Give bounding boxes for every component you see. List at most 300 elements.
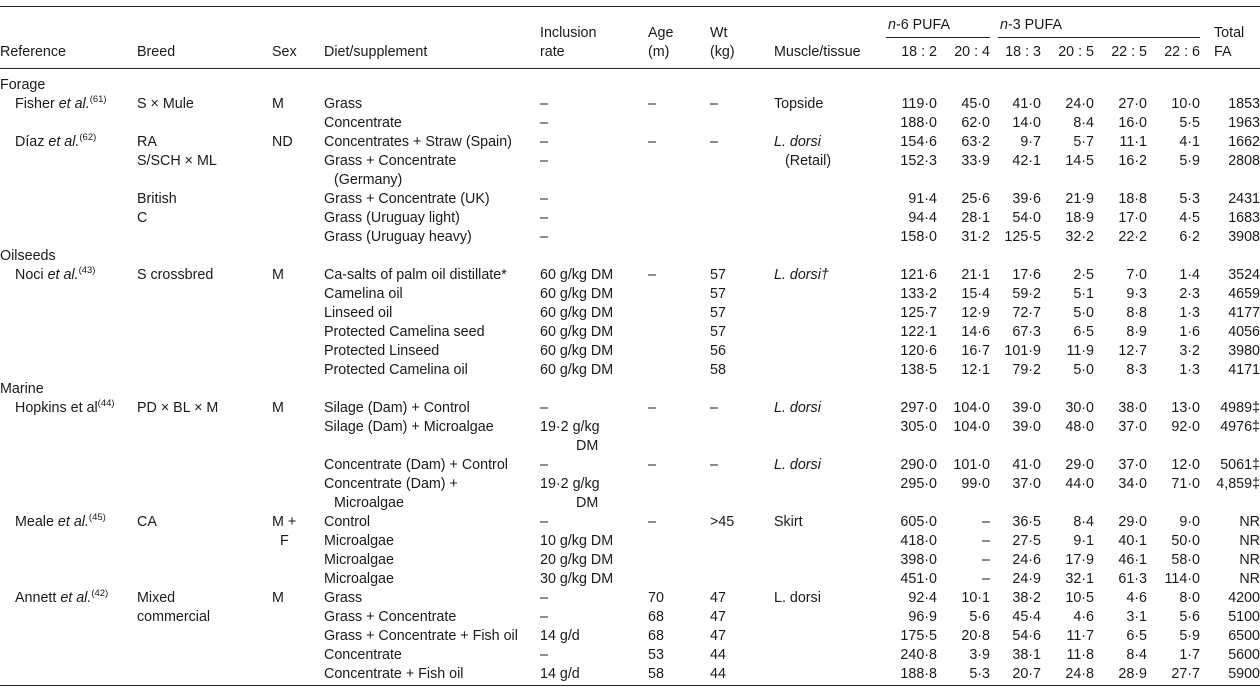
age-cell: – [648,457,656,473]
weight-cell: 57 [710,286,726,302]
val-total-fa: 5061‡ [1220,457,1260,473]
header-total-1: Total [1214,25,1245,41]
weight-cell: 44 [710,647,726,663]
breed-cell: S crossbred [137,267,214,283]
val-18-2: 119·0 [901,96,937,112]
val-22-6: 1·6 [1179,324,1200,340]
val-total-fa: 2808 [1228,153,1260,169]
val-18-3: 24·6 [1012,552,1041,568]
val-18-3: 41·0 [1012,457,1041,473]
val-22-5: 37·0 [1118,457,1147,473]
val-total-fa: 3908 [1228,229,1260,245]
inclusion-cell: – [540,457,548,473]
header-breed: Breed [137,44,176,60]
breed-cell: commercial [137,609,211,625]
weight-cell: 57 [710,324,726,340]
val-total-fa: 1683 [1228,210,1260,226]
val-total-fa: 4177 [1228,305,1260,321]
val-22-6: 50·0 [1171,533,1200,549]
diet-cell: Camelina oil [324,286,403,302]
inclusion-cell: 19·2 g/kg [540,419,600,435]
age-cell: 68 [648,609,664,625]
header-inclusion-2: rate [540,44,565,60]
diet-cell: Microalgae [334,495,404,511]
val-total-fa: 5900 [1228,666,1260,682]
breed-cell: British [137,191,177,207]
val-20-5: 11·9 [1066,343,1094,359]
val-20-5: 5·7 [1073,134,1094,150]
val-20-4: 104·0 [953,419,990,435]
age-cell: – [648,134,656,150]
val-22-5: 12·7 [1118,343,1147,359]
val-18-2: 121·6 [900,267,937,283]
val-18-2: 295·0 [900,476,937,492]
val-22-5: 7·0 [1126,267,1147,283]
val-20-5: 17·9 [1065,552,1094,568]
val-20-5: 6·5 [1073,324,1094,340]
val-22-6: 58·0 [1171,552,1200,568]
val-22-6: 6·2 [1179,229,1200,245]
val-22-5: 6·5 [1126,628,1147,644]
val-18-2: 94·4 [908,210,937,226]
weight-cell: 57 [710,305,726,321]
val-22-5: 38·0 [1118,400,1147,416]
val-18-3: 39·6 [1012,191,1041,207]
diet-cell: Concentrate (Dam) + [324,476,458,492]
weight-cell: – [710,134,718,150]
val-20-4: 14·6 [961,324,990,340]
inclusion-cell: 10 g/kg DM [540,533,614,549]
val-20-4: 25·6 [961,191,990,207]
val-20-4: – [982,533,990,549]
val-total-fa: 1662 [1228,134,1260,150]
val-18-3: 101·9 [1004,343,1041,359]
val-22-5: 40·1 [1118,533,1147,549]
diet-cell: Grass [324,96,363,112]
val-18-3: 59·2 [1012,286,1041,302]
val-22-5: 8·9 [1126,324,1147,340]
val-total-fa: 1853 [1228,96,1260,112]
val-total-fa: 4200 [1228,590,1260,606]
val-22-6: 92·0 [1171,419,1200,435]
val-total-fa: NR [1239,533,1260,549]
top-rule [0,6,1260,7]
diet-cell: Concentrate [324,115,402,131]
muscle-cell: Skirt [774,514,803,530]
inclusion-cell: 60 g/kg DM [540,267,614,283]
val-total-fa: 4171 [1228,362,1260,378]
val-20-5: 30·0 [1065,400,1094,416]
sex-cell: F [280,533,289,549]
val-18-3: 38·1 [1012,647,1041,663]
sex-cell: M [272,267,284,283]
muscle-cell: L. dorsi [774,590,821,606]
section-heading: Oilseeds [0,248,56,264]
header-fa-18-3: 18 : 3 [1005,44,1041,60]
val-22-5: 11·1 [1119,134,1147,150]
reference-cell: Díaz et al.$^{(62)}$ [15,132,97,150]
val-total-fa: 4976‡ [1220,419,1260,435]
val-18-3: 37·0 [1012,476,1041,492]
header-diet: Diet/supplement [324,44,428,60]
reference-cell: Hopkins et $al^{(44)}$ [15,398,115,416]
weight-cell: 44 [710,666,726,682]
val-22-6: 8·0 [1179,590,1200,606]
muscle-cell: L. dorsi [774,134,821,150]
val-18-2: 158·0 [900,229,937,245]
weight-cell: 47 [710,628,726,644]
val-18-2: 175·5 [900,628,937,644]
val-18-3: 39·0 [1012,400,1041,416]
val-22-5: 29·0 [1118,514,1147,530]
val-total-fa: NR [1239,552,1260,568]
val-18-3: 125·5 [1004,229,1041,245]
header-sex: Sex [272,44,297,60]
diet-cell: Microalgae [324,571,394,587]
inclusion-cell: 30 g/kg DM [540,571,614,587]
val-18-3: 27·5 [1012,533,1041,549]
header-fa-22-6: 22 : 6 [1164,44,1200,60]
header-age-1: Age [648,25,674,41]
val-total-fa: 4659 [1228,286,1260,302]
inclusion-cell: – [540,210,548,226]
val-22-5: 8·3 [1126,362,1147,378]
n6-group-rule [886,37,990,38]
muscle-cell: L. dorsi [774,457,821,473]
val-total-fa: 5100 [1228,609,1260,625]
val-22-5: 34·0 [1118,476,1147,492]
inclusion-cell: – [540,191,548,207]
diet-cell: Microalgae [324,552,394,568]
val-22-5: 16·2 [1118,153,1147,169]
val-22-6: 10·0 [1171,96,1200,112]
sex-cell: ND [272,134,293,150]
val-20-4: 99·0 [961,476,990,492]
val-20-5: 11·7 [1066,628,1094,644]
section-heading: Marine [0,381,44,397]
inclusion-cell: – [540,514,548,530]
breed-cell: Mixed [137,590,176,606]
val-22-5: 61·3 [1118,571,1147,587]
val-18-2: 152·3 [900,153,937,169]
weight-cell: 47 [710,609,726,625]
weight-cell: >45 [710,514,735,530]
val-18-3: 20·7 [1012,666,1041,682]
age-cell: 53 [648,647,664,663]
val-18-2: 122·1 [900,324,937,340]
val-18-2: 398·0 [900,552,937,568]
val-20-5: 44·0 [1065,476,1094,492]
val-22-5: 46·1 [1118,552,1147,568]
val-22-6: 1·4 [1179,267,1200,283]
diet-cell: Concentrates + Straw (Spain) [324,134,512,150]
val-22-5: 37·0 [1118,419,1147,435]
val-18-2: 240·8 [900,647,937,663]
diet-cell: Grass (Uruguay heavy) [324,229,472,245]
inclusion-cell: – [540,647,548,663]
header-fa-20-4: 20 : 4 [954,44,990,60]
weight-cell: 58 [710,362,726,378]
val-22-5: 3·1 [1126,609,1147,625]
muscle-cell: Topside [774,96,824,112]
sex-cell: M [272,400,284,416]
val-22-6: 4·5 [1179,210,1200,226]
val-22-6: 5·9 [1179,153,1200,169]
val-22-5: 9·3 [1126,286,1147,302]
diet-cell: Silage (Dam) + Microalgae [324,419,494,435]
n3-group-rule [998,37,1200,38]
val-18-2: 96·9 [908,609,937,625]
val-20-5: 5·0 [1073,305,1094,321]
diet-cell: Grass + Concentrate [324,153,457,169]
inclusion-cell: – [540,153,548,169]
inclusion-cell: 60 g/kg DM [540,305,614,321]
header-fa-20-5: 20 : 5 [1058,44,1094,60]
val-total-fa: 4056 [1228,324,1260,340]
val-18-3: 45·4 [1012,609,1041,625]
val-22-6: 71·0 [1171,476,1200,492]
muscle-cell: L. dorsi [774,400,821,416]
muscle-cell: (Retail) [785,153,832,169]
val-total-fa: 4989‡ [1220,400,1260,416]
breed-cell: S/SCH × ML [137,153,217,169]
val-18-2: 120·6 [900,343,937,359]
diet-cell: Microalgae [324,533,394,549]
val-20-5: 29·0 [1065,457,1094,473]
breed-cell: CA [137,514,157,530]
header-inclusion-1: Inclusion [540,25,597,41]
val-18-2: 188·8 [900,666,937,682]
val-22-5: 27·0 [1118,96,1147,112]
val-22-6: 12·0 [1171,457,1200,473]
val-18-2: 92·4 [908,590,937,606]
val-20-5: 32·2 [1065,229,1094,245]
val-18-3: 42·1 [1012,153,1041,169]
val-total-fa: 6500 [1228,628,1260,644]
inclusion-cell: – [540,609,548,625]
val-20-5: 11·8 [1066,647,1094,663]
header-fa-22-5: 22 : 5 [1111,44,1147,60]
inclusion-cell: 20 g/kg DM [540,552,614,568]
header-muscle: Muscle/tissue [774,44,861,60]
val-18-2: 451·0 [900,571,937,587]
val-22-5: 16·0 [1118,115,1147,131]
val-18-3: 39·0 [1012,419,1041,435]
weight-cell: 57 [710,267,726,283]
val-20-5: 5·0 [1073,362,1094,378]
inclusion-cell: 60 g/kg DM [540,343,614,359]
val-20-4: 31·2 [961,229,990,245]
val-22-6: 5·5 [1179,115,1200,131]
breed-cell: C [137,210,148,226]
inclusion-cell: 14 g/d [540,666,580,682]
age-cell: 58 [648,666,664,682]
val-22-6: 1·3 [1179,305,1200,321]
val-18-3: 72·7 [1012,305,1041,321]
val-20-5: 14·5 [1065,153,1094,169]
breed-cell: PD × BL × M [137,400,219,416]
inclusion-cell: 60 g/kg DM [540,362,614,378]
diet-cell: Control [324,514,371,530]
reference-cell: Meale et al.$^{(45)}$ [15,512,106,530]
val-20-5: 18·9 [1065,210,1094,226]
val-20-4: 5·3 [969,666,990,682]
header-wt-2: (kg) [710,44,735,60]
diet-cell: Concentrate [324,647,402,663]
val-18-3: 38·2 [1012,590,1041,606]
val-22-6: 13·0 [1171,400,1200,416]
val-20-4: 104·0 [953,400,990,416]
weight-cell: 56 [710,343,726,359]
inclusion-cell: DM [576,495,599,511]
val-22-5: 22·2 [1118,229,1147,245]
inclusion-cell: – [540,400,548,416]
val-18-2: 188·0 [900,115,937,131]
val-18-2: 133·2 [900,286,937,302]
muscle-cell: L. dorsi† [774,267,829,283]
age-cell: 68 [648,628,664,644]
val-20-4: – [982,552,990,568]
age-cell: – [648,96,656,112]
diet-cell: Grass [324,590,363,606]
diet-cell: Protected Camelina seed [324,324,485,340]
age-cell: 70 [648,590,664,606]
val-22-6: 5·3 [1179,191,1200,207]
val-20-4: 15·4 [961,286,990,302]
val-18-2: 418·0 [900,533,937,549]
header-total-2: FA [1214,44,1232,60]
weight-cell: – [710,96,718,112]
val-20-5: 5·1 [1073,286,1094,302]
breed-cell: S × Mule [137,96,194,112]
inclusion-cell: 60 g/kg DM [540,286,614,302]
val-18-3: 17·6 [1012,267,1041,283]
val-20-5: 48·0 [1065,419,1094,435]
val-18-3: 24·9 [1012,571,1041,587]
val-22-6: 9·0 [1179,514,1200,530]
val-22-6: 114·0 [1164,571,1200,587]
val-18-3: 41·0 [1012,96,1041,112]
diet-cell: Ca-salts of palm oil distillate* [324,267,507,283]
inclusion-cell: 60 g/kg DM [540,324,614,340]
header-wt-1: Wt [710,25,728,41]
bottom-rule [0,685,1260,686]
diet-cell: Grass + Concentrate (UK) [324,191,490,207]
diet-cell: Silage (Dam) + Control [324,400,470,416]
val-18-2: 125·7 [900,305,937,321]
header-n3-group: n-3 PUFA [1000,17,1062,33]
val-total-fa: NR [1239,571,1260,587]
val-22-6: 3·2 [1179,343,1200,359]
inclusion-cell: – [540,590,548,606]
val-20-5: 10·5 [1065,590,1094,606]
val-total-fa: 1963 [1228,115,1260,131]
inclusion-cell: DM [576,438,599,454]
val-20-4: 12·1 [961,362,990,378]
header-reference: Reference [0,44,66,60]
val-20-5: 4·6 [1073,609,1094,625]
val-20-4: 45·0 [961,96,990,112]
val-22-5: 17·0 [1118,210,1147,226]
val-20-4: 33·9 [961,153,990,169]
sex-cell: M [272,590,284,606]
val-22-6: 2·3 [1179,286,1200,302]
val-20-4: – [982,571,990,587]
diet-cell: Grass (Uruguay light) [324,210,460,226]
val-total-fa: 3524 [1228,267,1260,283]
val-20-4: 101·0 [953,457,990,473]
val-22-6: 27·7 [1171,666,1200,682]
val-20-4: 28·1 [961,210,990,226]
val-20-4: 5·6 [969,609,990,625]
section-heading: Forage [0,77,46,93]
age-cell: – [648,267,656,283]
weight-cell: – [710,400,718,416]
val-20-4: – [982,514,990,530]
val-18-3: 54·0 [1012,210,1041,226]
val-20-5: 9·1 [1073,533,1094,549]
val-20-4: 62·0 [961,115,990,131]
sex-cell: M [272,96,284,112]
val-20-4: 10·1 [961,590,990,606]
val-20-5: 32·1 [1065,571,1094,587]
val-18-2: 605·0 [900,514,937,530]
weight-cell: – [710,457,718,473]
val-20-4: 12·9 [961,305,990,321]
val-18-2: 91·4 [908,191,937,207]
reference-cell: Fisher et al.$^{(61)}$ [15,94,107,112]
val-22-6: 5·6 [1179,609,1200,625]
header-n6-group: n-6 PUFA [888,17,950,33]
val-20-5: 24·8 [1065,666,1094,682]
val-22-5: 8·4 [1126,647,1147,663]
reference-cell: Annett et al.$^{(42)}$ [15,588,109,606]
val-18-3: 9·7 [1020,134,1041,150]
val-18-2: 297·0 [900,400,937,416]
diet-cell: Grass + Concentrate [324,609,457,625]
val-total-fa: 3980 [1228,343,1260,359]
diet-cell: Concentrate (Dam) + Control [324,457,508,473]
val-22-6: 5·9 [1179,628,1200,644]
inclusion-cell: 19·2 g/kg [540,476,600,492]
inclusion-cell: – [540,229,548,245]
val-total-fa: 5600 [1228,647,1260,663]
val-22-5: 4·6 [1126,590,1147,606]
weight-cell: 47 [710,590,726,606]
val-18-3: 36·5 [1012,514,1041,530]
val-18-2: 305·0 [900,419,937,435]
val-20-5: 21·9 [1065,191,1094,207]
val-18-3: 79·2 [1012,362,1041,378]
val-22-6: 4·1 [1179,134,1200,150]
header-fa-18-2: 18 : 2 [901,44,937,60]
diet-cell: (Germany) [334,172,403,188]
val-20-4: 20·8 [961,628,990,644]
val-20-4: 16·7 [961,343,990,359]
val-22-5: 28·9 [1118,666,1147,682]
val-18-2: 290·0 [900,457,937,473]
inclusion-cell: – [540,96,548,112]
val-22-5: 8·8 [1126,305,1147,321]
val-20-4: 21·1 [961,267,990,283]
val-18-2: 154·6 [900,134,937,150]
reference-cell: Noci et al.$^{(43)}$ [15,265,96,283]
diet-cell: Protected Linseed [324,343,440,359]
val-18-3: 54·6 [1012,628,1041,644]
age-cell: – [648,514,656,530]
val-total-fa: NR [1239,514,1260,530]
val-20-4: 3·9 [969,647,990,663]
